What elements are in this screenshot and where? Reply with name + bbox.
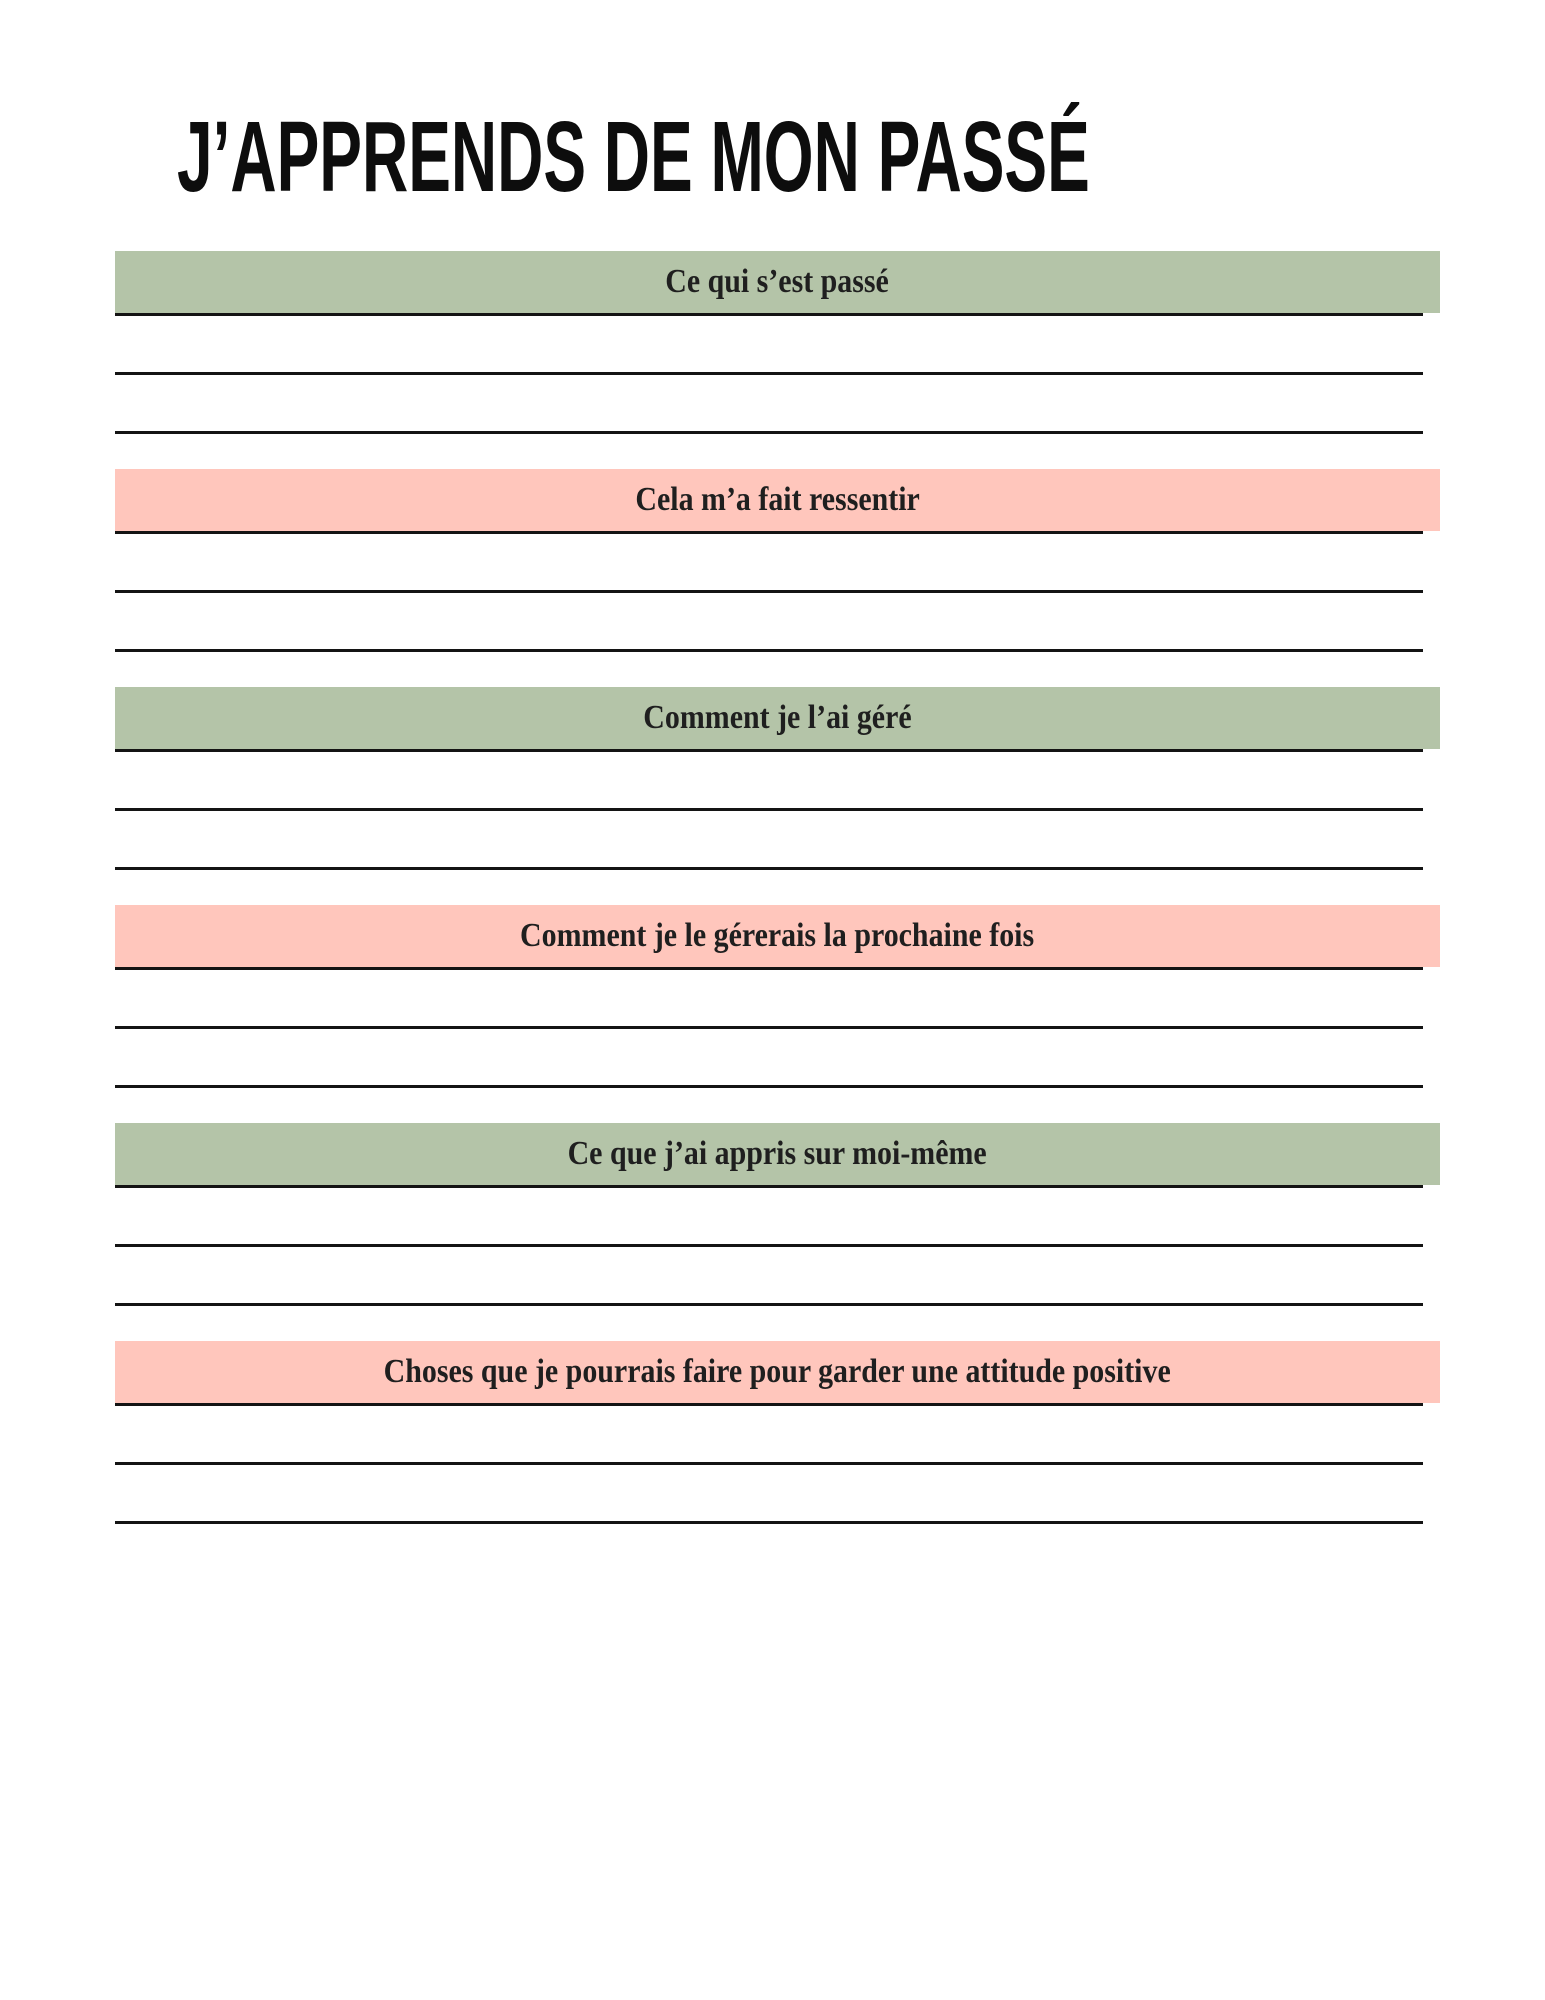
page-title: J’APPRENDS DE MON PASSÉ	[177, 101, 1090, 213]
section-header-label: Comment je l’ai géré	[643, 699, 912, 736]
answer-line	[115, 749, 1423, 752]
answer-line	[115, 431, 1423, 434]
answer-line	[115, 1303, 1423, 1306]
answer-line	[115, 867, 1423, 870]
answer-line	[115, 1403, 1423, 1406]
section-header-label: Choses que je pourrais faire pour garder une attitude positive	[383, 1353, 1172, 1390]
sections-container	[115, 251, 1440, 1559]
worksheet-section	[115, 251, 1440, 434]
answer-line	[115, 531, 1423, 534]
answer-line	[115, 1244, 1423, 1247]
answer-line	[115, 1026, 1423, 1029]
answer-line	[115, 649, 1423, 652]
section-header-label: Ce qui s’est passé	[665, 263, 890, 300]
answer-line	[115, 808, 1423, 811]
section-header	[115, 1341, 1440, 1403]
answer-line	[115, 313, 1423, 316]
section-header-label: Cela m’a fait ressentir	[635, 481, 920, 518]
worksheet-section	[115, 1123, 1440, 1306]
answer-line	[115, 967, 1423, 970]
answer-line	[115, 1185, 1423, 1188]
answer-line	[115, 1521, 1423, 1524]
answer-line	[115, 372, 1423, 375]
section-header	[115, 1123, 1440, 1185]
answer-line	[115, 1085, 1423, 1088]
section-header	[115, 687, 1440, 749]
section-header-label: Ce que j’ai appris sur moi-même	[567, 1135, 988, 1172]
section-header	[115, 469, 1440, 531]
section-header	[115, 251, 1440, 313]
answer-line	[115, 1462, 1423, 1465]
answer-line	[115, 590, 1423, 593]
section-header-label: Comment je le gérerais la prochaine fois	[520, 917, 1035, 954]
worksheet-section	[115, 469, 1440, 652]
worksheet-section	[115, 905, 1440, 1088]
worksheet-section	[115, 1341, 1440, 1524]
worksheet-section	[115, 687, 1440, 870]
section-header	[115, 905, 1440, 967]
